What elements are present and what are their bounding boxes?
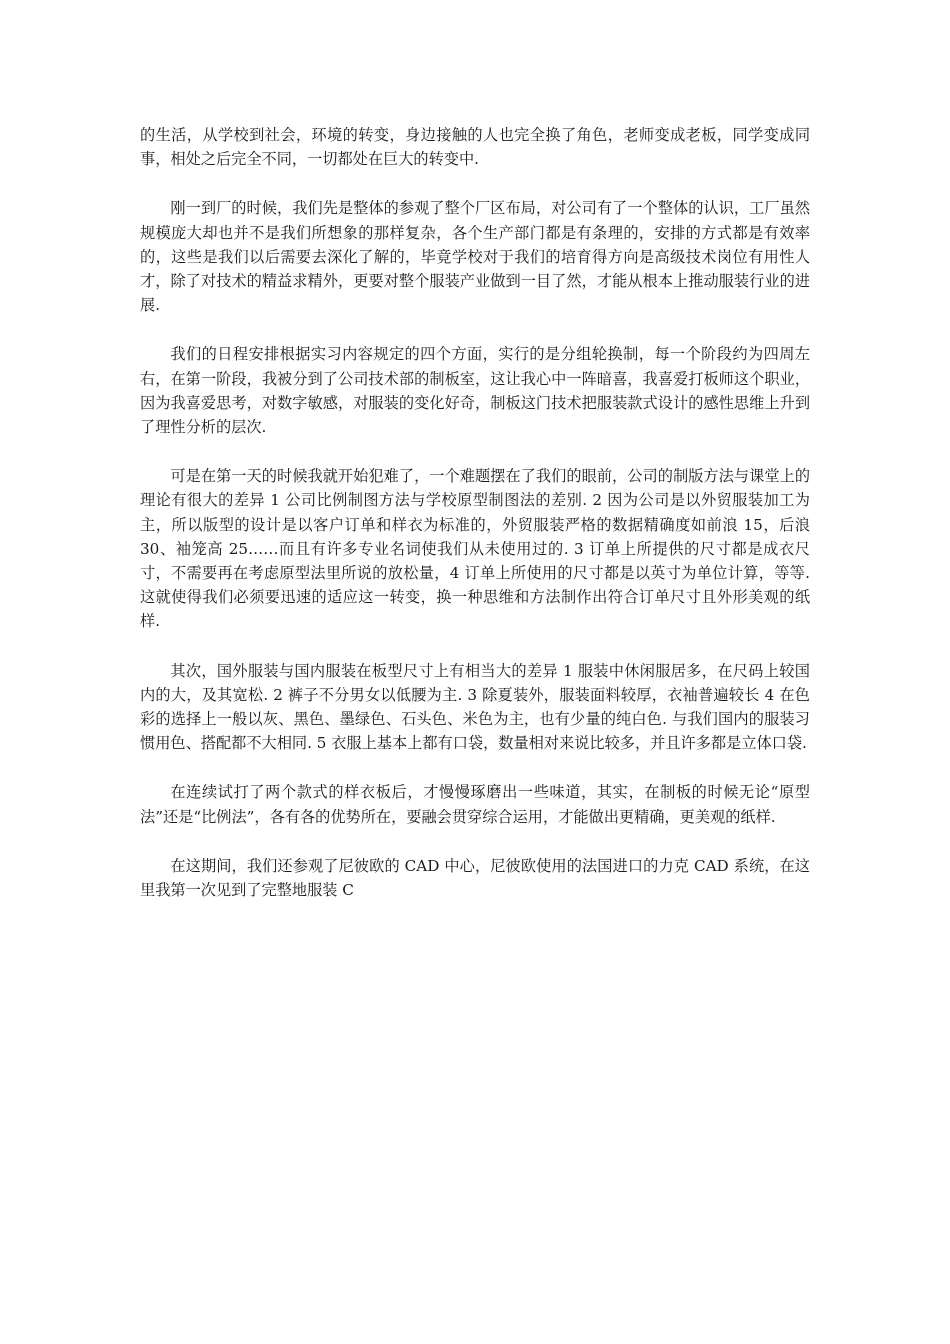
paragraph: 的生活，从学校到社会，环境的转变，身边接触的人也完全换了角色，老师变成老板，同学变成同事，相处之后完全不同，一切都处在巨大的转变中. (140, 126, 810, 169)
paragraph: 在连续试打了两个款式的样衣板后，才慢慢琢磨出一些味道，其实，在制板的时候无论“原型法”还是“比例法”，各有各的优势所在，要融会贯穿综合运用，才能做出更精确，更美观的纸样. (140, 783, 810, 826)
paragraph: 刚一到厂的时候，我们先是整体的参观了整个厂区布局，对公司有了一个整体的认识，工厂虽然规模庞大却也并不是我们所想象的那样复杂，各个生产部门都是有条理的，安排的方式都是有效率的，这些是我们以后需要去深化了解的，毕竟学校对于我们的培育得方向是高级技术岗位有用性人才，除了对技术的精益求精外，更要对整个服装产业做到一目了然，才能从根本上推动服装行业的进展. (140, 199, 810, 315)
paragraph: 可是在第一天的时候我就开始犯难了，一个难题摆在了我们的眼前，公司的制版方法与课堂上的理论有很大的差异 1 公司比例制图方法与学校原型制图法的差别. 2 因为公司是以外贸服装加工为主，所以版型的设计是以客户订单和样衣为标准的，外贸服装严格的数据精确度如前浪 15，后浪 30、袖笼高 25……而且有许多专业名词使我们从未使用过的. 3 订单上所提供的尺寸都是成衣尺寸，不需要再在考虑原型法里所说的放松量，4 订单上所使用的尺寸都是以英寸为单位计算，等等. 这就使得我们必须要迅速的适应这一转变，换一种思维和方法制作出符合订单尺寸且外形美观的纸样. (140, 467, 810, 631)
paragraph: 我们的日程安排根据实习内容规定的四个方面，实行的是分组轮换制，每一个阶段约为四周左右，在第一阶段，我被分到了公司技术部的制板室，这让我心中一阵暗喜，我喜爱打板师这个职业，因为我喜爱思考，对数字敏感，对服装的变化好奇，制板这门技术把服装款式设计的感性思维上升到了理性分析的层次. (140, 345, 810, 437)
document-body (140, 123, 810, 927)
paragraph: 其次，国外服装与国内服装在板型尺寸上有相当大的差异 1 服装中休闲服居多，在尺码上较国内的大，及其宽松. 2 裤子不分男女以低腰为主. 3 除夏装外，服装面料较厚，衣袖普遍较长 4 在色彩的选择上一般以灰、黑色、墨绿色、石头色、米色为主，也有少量的纯白色. 与我们国内的服装习惯用色、搭配都不大相同. 5 衣服上基本上都有口袋，数量相对来说比较多，并且许多都是立体口袋. (140, 661, 810, 753)
paragraph: 在这期间，我们还参观了尼彼欧的 CAD 中心，尼彼欧使用的法国进口的力克 CAD 系统，在这里我第一次见到了完整地服装 C (140, 856, 810, 900)
